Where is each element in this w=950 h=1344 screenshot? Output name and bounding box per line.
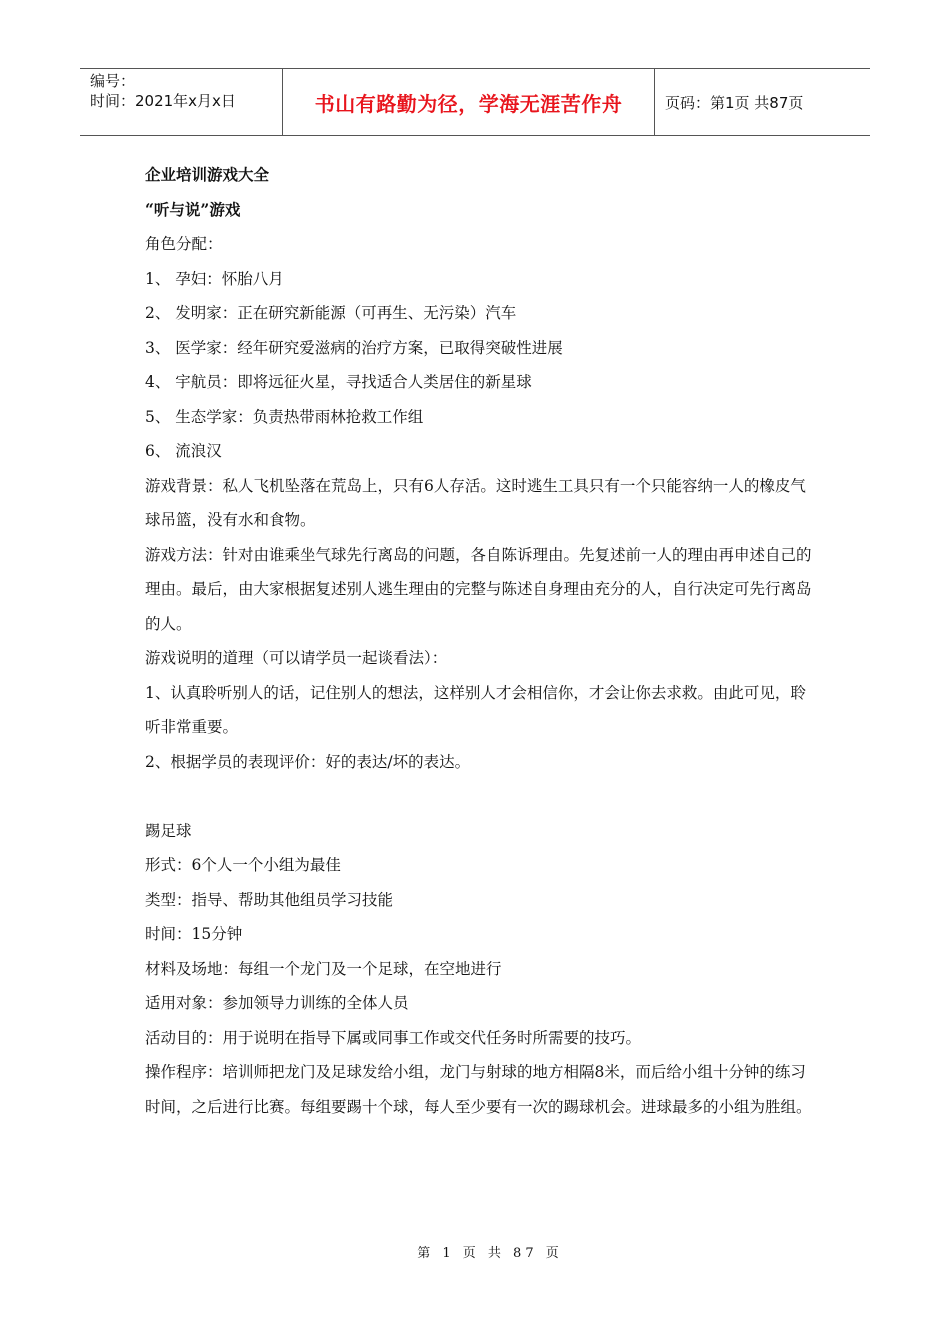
role-item: 1、 孕妇：怀胎八月	[145, 269, 284, 288]
doc-title: 企业培训游戏大全	[145, 165, 270, 184]
game2-procedure: 操作程序：培训师把龙门及足球发给小组，龙门与射球的地方相隔8米，而后给小组十分钟的练习时间，之后进行比赛。每组要踢十个球，每人至少要有一次的踢球机会。进球最多的小组为胜组。	[145, 1063, 812, 1116]
game-background: 游戏背景：私人飞机坠落在荒岛上，只有6人存活。这时逃生工具只有一个只能容纳一人的橡皮气球吊篮，没有水和食物。	[145, 476, 806, 529]
game-method: 游戏方法：针对由谁乘坐气球先行离岛的问题，各自陈诉理由。先复述前一人的理由再申述自己的理由。最后，由大家根据复述别人逃生理由的完整与陈述自身理由充分的人，自行决定可先行离岛的人。	[145, 545, 812, 633]
role-item: 2、 发明家：正在研究新能源（可再生、无污染）汽车	[145, 304, 517, 322]
section-gap	[145, 779, 815, 814]
page-header	[80, 68, 870, 136]
header-page-info: 页码：第1页 共87页	[665, 93, 804, 112]
game2-title: 踢足球	[145, 821, 192, 840]
role-item: 6、 流浪汉	[145, 442, 222, 460]
game2-time: 时间：15分钟	[145, 925, 243, 943]
game2-type: 类型：指导、帮助其他组员学习技能	[145, 890, 394, 909]
game2-materials: 材料及场地：每组一个龙门及一个足球，在空地进行	[145, 959, 502, 978]
lesson-label: 游戏说明的道理（可以请学员一起谈看法）：	[145, 649, 448, 667]
lesson-item: 2、根据学员的表现评价：好的表达/坏的表达。	[145, 752, 471, 771]
role-item: 3、 医学家：经年研究爱滋病的治疗方案，已取得突破性进展	[145, 338, 563, 357]
header-motto: 书山有路勤为径，学海无涯苦作舟	[283, 69, 655, 135]
header-meta	[80, 69, 283, 135]
game2-audience: 适用对象：参加领导力训练的全体人员	[145, 994, 409, 1012]
game1-title: “听与说”游戏	[145, 199, 241, 219]
role-item: 4、 宇航员：即将远征火星，寻找适合人类居住的新星球	[145, 373, 532, 391]
page-footer: 第 1 页 共 87 页	[417, 1246, 563, 1261]
game2-form: 形式：6个人一个小组为最佳	[145, 856, 341, 874]
role-item: 5、 生态学家：负责热带雨林抢救工作组	[145, 407, 424, 426]
number-label: 编号：	[90, 72, 136, 90]
game2-purpose: 活动目的：用于说明在指导下属或同事工作或交代任务时所需要的技巧。	[145, 1028, 642, 1047]
roles-label: 角色分配：	[145, 235, 223, 253]
time-label: 时间：2021年x月x日	[90, 92, 236, 110]
document-body	[145, 158, 815, 1124]
lesson-item: 1、认真聆听别人的话，记住别人的想法，这样别人才会相信你，才会让你去求救。由此可见，聆听非常重要。	[145, 683, 806, 736]
